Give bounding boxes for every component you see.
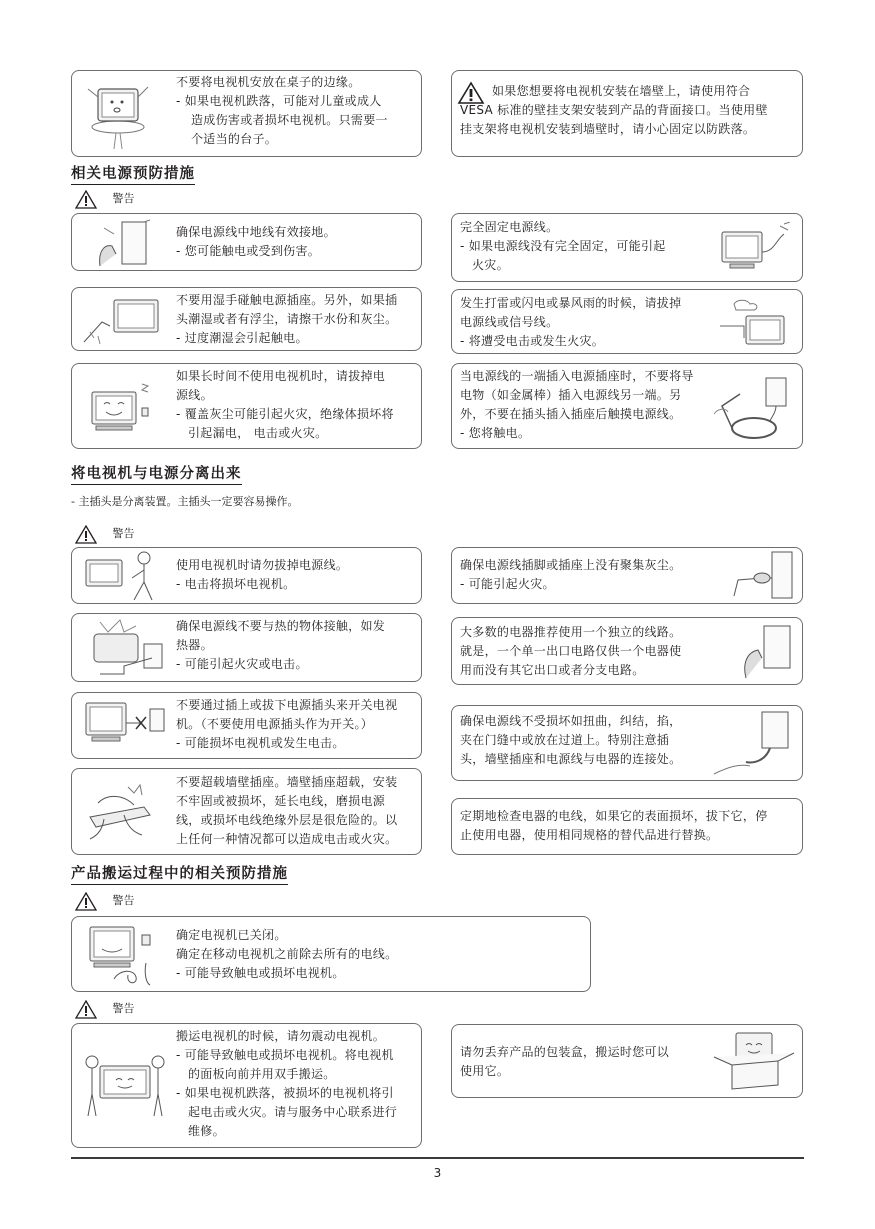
- lightning-storm-box: [451, 289, 803, 354]
- warning-label: [75, 189, 135, 209]
- person-unplugging-tv-illustration-icon: [82, 550, 162, 602]
- warning-text: 警告: [112, 527, 135, 540]
- box-line: - 如果电源线没有完全固定，可能引起: [460, 239, 666, 253]
- box-line: 头，墙壁插座和电源线与电器的连接处。: [460, 752, 682, 766]
- box-line: 机。（不要使用电源插头作为开关。）: [176, 717, 374, 731]
- warning-label: [75, 891, 135, 911]
- plug-as-switch-box: [71, 692, 422, 759]
- warning-text: 警告: [112, 894, 135, 907]
- heater-cord-illustration-icon: [80, 618, 170, 678]
- tv-plug-switch-illustration-icon: [84, 699, 168, 751]
- warning-triangle-icon: [75, 525, 97, 544]
- section-heading-moving: 产品搬运过程中的相关预防措施: [71, 865, 288, 885]
- box-line: 当电源线的一端插入电源插座时，不要将导: [460, 369, 694, 383]
- warning-triangle-icon: [75, 190, 97, 209]
- box-line: 不要通过插上或拔下电源插头来开关电视: [176, 698, 398, 712]
- tv-loose-cord-illustration-icon: [714, 222, 794, 276]
- box-line: 不要超载墙壁插座。墙壁插座超载，安装: [176, 775, 398, 789]
- overload-outlet-box: [71, 768, 422, 855]
- box-line: - 电击将损坏电视机。: [176, 577, 296, 591]
- box-line: 的面板向前并用双手搬运。: [188, 1067, 336, 1081]
- box-line: - 如果电视机跌落，被损坏的电视机将引: [176, 1086, 394, 1100]
- box-line: 个适当的台子。: [191, 132, 278, 146]
- box-line: 就是，一个单一出口电路仅供一个电器使: [460, 644, 682, 658]
- tv-off-before-moving-box: [71, 916, 591, 992]
- warning-label: [75, 999, 135, 1019]
- box-line: 定期地检查电器的电线，如果它的表面损坏，拔下它，停: [460, 809, 768, 823]
- box-line: 挂支架将电视机安装到墙壁时，请小心固定以防跌落。: [460, 122, 756, 136]
- box-line: 不要用湿手碰触电源插座。另外，如果插: [176, 293, 398, 307]
- box-line: - 可能引起火灾。: [460, 577, 555, 591]
- tv-in-box-illustration-icon: [708, 1029, 798, 1093]
- box-line: 如果长时间不使用电视机时，请拔掉电: [176, 369, 386, 383]
- box-line: VESA 标准的壁挂支架安装到产品的背面接口。当使用壁: [460, 103, 768, 117]
- box-line: 确定在移动电视机之前除去所有的电线。: [176, 947, 398, 961]
- box-line: - 可能导致触电或损坏电视机。: [176, 966, 345, 980]
- box-line: 火灾。: [472, 258, 509, 272]
- unplug-long-time-box: [71, 363, 422, 449]
- box-line: 用而没有其它出口或者分支电路。: [460, 663, 645, 677]
- box-line: 源线。: [176, 388, 213, 402]
- box-line: 不牢固或被损坏，延长电线，磨损电源: [176, 794, 386, 808]
- wet-hands-box: [71, 287, 422, 351]
- carry-tv-box: [71, 1023, 422, 1148]
- box-line: 如果您想要将电视机安装在墙壁上，请使用符合: [492, 84, 751, 98]
- warning-label: [75, 524, 135, 544]
- box-line: - 您可能触电或受到伤害。: [176, 244, 321, 258]
- box-line: 起电击或火灾。请与服务中心联系进行: [188, 1105, 398, 1119]
- cord-damage-box: [451, 705, 803, 781]
- secure-cord-box: [451, 213, 803, 282]
- box-line: 完全固定电源线。: [460, 220, 559, 234]
- box-line: 线，或损坏电线绝缘外层是很危险的。以: [176, 813, 398, 827]
- dusty-socket-illustration-icon: [732, 550, 796, 602]
- box-line: - 过度潮湿会引起触电。: [176, 331, 308, 345]
- two-people-carrying-tv-illustration-icon: [82, 1054, 168, 1118]
- inspect-cord-box: [451, 798, 803, 855]
- box-line: 不要将电视机安放在桌子的边缘。: [176, 75, 361, 89]
- box-line: 造成伤害或者损坏电视机。只需要一: [191, 113, 388, 127]
- wet-hand-plug-illustration-icon: [80, 292, 168, 348]
- warning-triangle-icon: [75, 892, 97, 911]
- box-line: 使用电视机时请勿拔掉电源线。: [176, 558, 349, 572]
- coiled-cord-illustration-icon: [710, 370, 796, 444]
- box-line: 电源线或信号线。: [460, 315, 559, 329]
- single-outlet-illustration-icon: [740, 622, 796, 680]
- grounding-box: [71, 213, 422, 271]
- box-line: 确保电源线不要与热的物体接触，如发: [176, 619, 386, 633]
- box-line: 引起漏电， 电击或火灾。: [188, 426, 328, 440]
- keep-packaging-box: [451, 1024, 803, 1098]
- box-line: 上任何一种情况都可以造成电击或火灾。: [176, 832, 398, 846]
- footer-divider: [71, 1157, 804, 1159]
- box-line: 夹在门缝中或放在过道上。特别注意插: [460, 733, 670, 747]
- box-line: - 可能导致触电或损坏电视机。将电视机: [176, 1048, 394, 1062]
- metal-object-box: [451, 363, 803, 449]
- dont-unplug-in-use-box: [71, 547, 422, 604]
- section-heading-disconnect: 将电视机与电源分离出来: [71, 465, 242, 485]
- tv-falling-illustration-icon: [84, 77, 154, 151]
- box-line: 搬运电视机的时候，请勿震动电视机。: [176, 1029, 386, 1043]
- box-line: - 可能损坏电视机或发生电击。: [176, 736, 345, 750]
- warning-text: 警告: [112, 192, 135, 205]
- page-number: 3: [433, 1166, 442, 1180]
- box-line: 发生打雷或闪电或暴风雨的时候，请拔掉: [460, 296, 682, 310]
- sleeping-tv-illustration-icon: [88, 382, 158, 436]
- box-line: 热器。: [176, 638, 213, 652]
- box-line: - 将遭受电击或发生火灾。: [460, 334, 605, 348]
- dust-on-plug-box: [451, 547, 803, 604]
- box-line: 确保电源线插脚或插座上没有聚集灰尘。: [460, 558, 682, 572]
- box-line: 确保电源线不受损坏如扭曲，纠结，掐，: [460, 714, 682, 728]
- heat-source-box: [71, 613, 422, 682]
- box-line: 外，不要在插头插入插座后触摸电源线。: [460, 407, 682, 421]
- box-line: 确定电视机已关闭。: [176, 928, 287, 942]
- vesa-wall-mount-box: [451, 70, 803, 157]
- dedicated-circuit-box: [451, 617, 803, 685]
- box-line: 大多数的电器推荐使用一个独立的线路。: [460, 625, 682, 639]
- plug-grounding-illustration-icon: [94, 218, 154, 268]
- box-line: - 覆盖灰尘可能引起火灾，绝缘体损坏将: [176, 407, 394, 421]
- box-line: - 如果电视机跌落，可能对儿童或成人: [176, 94, 382, 108]
- overloaded-power-strip-illustration-icon: [84, 783, 164, 843]
- section-heading-power: 相关电源预防措施: [71, 165, 195, 185]
- pinched-cord-illustration-icon: [710, 708, 796, 778]
- box-line: - 可能引起火灾或电击。: [176, 657, 308, 671]
- warning-text: 警告: [112, 1002, 135, 1015]
- storm-tv-illustration-icon: [714, 296, 794, 350]
- box-line: 确保电源线中地线有效接地。: [176, 225, 336, 239]
- box-line: 头潮湿或者有浮尘，请擦干水份和灰尘。: [176, 312, 398, 326]
- box-line: 维修。: [188, 1124, 225, 1138]
- box-line: 电物（如金属棒）插入电源线另一端。另: [460, 388, 682, 402]
- box-line: 使用它。: [460, 1064, 510, 1078]
- tv-edge-warning-box: [71, 70, 422, 157]
- main-plug-note: - 主插头是分离装置。主插头一定要容易操作。: [71, 495, 299, 508]
- box-line: - 您将触电。: [460, 426, 531, 440]
- box-line: 请勿丢弃产品的包装盒，搬运时您可以: [460, 1045, 670, 1059]
- warning-triangle-icon: [75, 1000, 97, 1019]
- box-line: 止使用电器，使用相同规格的替代品进行替换。: [460, 828, 719, 842]
- tv-cables-illustration-icon: [84, 923, 168, 987]
